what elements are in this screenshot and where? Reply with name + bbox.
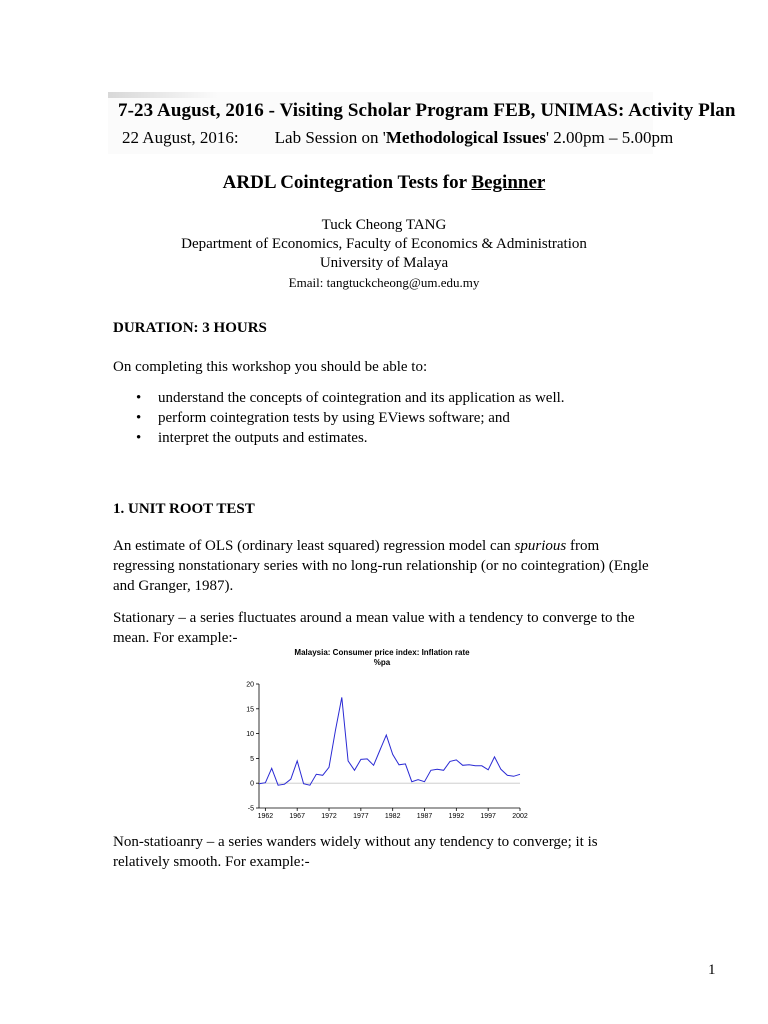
author-block bbox=[0, 216, 768, 292]
y-tick-label: 5 bbox=[250, 755, 254, 763]
x-tick-label: 1982 bbox=[384, 813, 401, 820]
banner-session-prefix: Lab Session on ' bbox=[274, 128, 386, 147]
chart-title: Malaysia: Consumer price index: Inflation rate bbox=[294, 648, 470, 657]
banner-session-topic: Methodological Issues bbox=[385, 128, 546, 147]
x-tick-label: 1977 bbox=[353, 813, 369, 820]
paragraph-nonstationary: Non-statioanry – a series wanders widely without any tendency to converge; it is relatively smooth. For example:- bbox=[113, 834, 598, 870]
list-item: • perform cointegration tests by using EViews software; and bbox=[136, 408, 565, 428]
intro-text: On completing this workshop you should be able to: bbox=[113, 359, 428, 375]
banner-heading: 7-23 August, 2016 - Visiting Scholar Program FEB, UNIMAS: Activity Plan bbox=[118, 100, 736, 121]
title-text: ARDL Cointegration Tests for bbox=[222, 172, 472, 193]
y-tick-label: 20 bbox=[246, 681, 254, 689]
section-heading: 1. UNIT ROOT TEST bbox=[113, 501, 255, 517]
chart-plot bbox=[222, 648, 542, 823]
x-tick-label: 1962 bbox=[257, 813, 274, 820]
banner-session-line bbox=[122, 128, 673, 148]
scan-smudge bbox=[108, 92, 218, 98]
document-title bbox=[0, 172, 768, 194]
banner-session-time: ' 2.00pm – 5.00pm bbox=[545, 128, 674, 147]
duration-heading: DURATION: 3 HOURS bbox=[113, 320, 267, 336]
title-underlined-word: Beginner bbox=[471, 172, 546, 193]
paragraph-spurious bbox=[113, 536, 653, 596]
para-text: from regressing nonstationary series with no long-run relationship (or no cointegration) (Engle and Granger, 1987). bbox=[113, 538, 649, 594]
x-tick-label: 1972 bbox=[321, 813, 337, 820]
inflation-series-line bbox=[259, 697, 520, 785]
x-tick-label: 1997 bbox=[480, 813, 496, 820]
page-number: 1 bbox=[708, 962, 716, 978]
y-tick-label: 0 bbox=[250, 780, 254, 788]
y-tick-label: -5 bbox=[247, 805, 254, 813]
y-tick-label: 10 bbox=[246, 731, 254, 739]
banner-date: 22 August, 2016: bbox=[122, 128, 239, 147]
chart-subtitle: %pa bbox=[373, 658, 391, 667]
para-text: An estimate of OLS (ordinary least squared) regression model can bbox=[113, 538, 515, 554]
list-item: • interpret the outputs and estimates. bbox=[136, 428, 565, 448]
inflation-chart bbox=[222, 648, 542, 823]
x-tick-label: 1992 bbox=[448, 813, 465, 820]
x-tick-label: 1987 bbox=[416, 813, 433, 820]
author-department: Department of Economics, Faculty of Economics & Administration bbox=[181, 236, 587, 252]
paragraph-stationary: Stationary – a series fluctuates around a mean value with a tendency to converge to the mean. For example:- bbox=[113, 610, 635, 646]
objectives-list bbox=[136, 388, 565, 448]
para-italic-word: spurious bbox=[514, 538, 567, 554]
author-name: Tuck Cheong TANG bbox=[321, 217, 447, 233]
x-tick-label: 2002 bbox=[512, 813, 528, 820]
author-email: Email: tangtuckcheong@um.edu.my bbox=[288, 275, 480, 290]
author-university: University of Malaya bbox=[319, 255, 449, 271]
x-tick-label: 1967 bbox=[289, 813, 305, 820]
y-tick-label: 15 bbox=[246, 706, 254, 714]
list-item: • understand the concepts of cointegration and its application as well. bbox=[136, 388, 565, 408]
activity-plan-banner bbox=[108, 92, 736, 154]
